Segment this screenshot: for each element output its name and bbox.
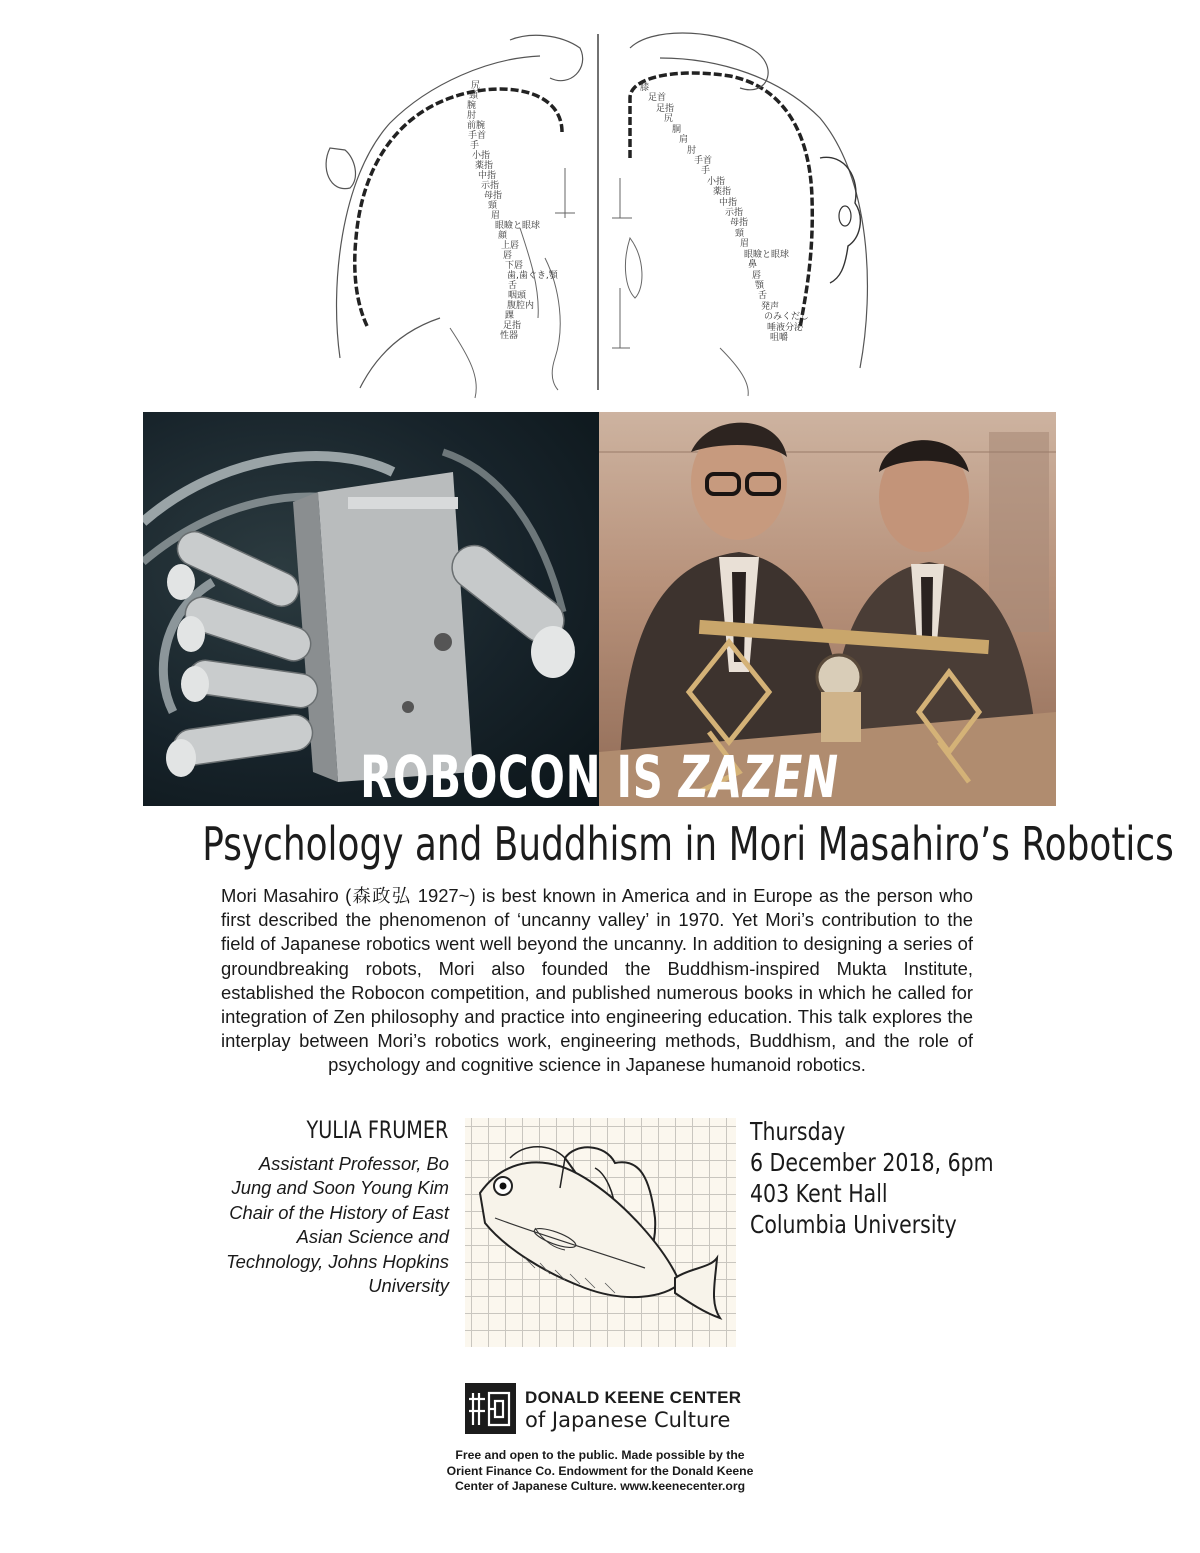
homunculus-illustration — [300, 28, 900, 400]
illustration-label: 上唇 — [501, 241, 520, 251]
illustration-label: 咽頭 — [508, 291, 527, 301]
illustration-label: 踝 — [505, 311, 515, 321]
illustration-label: 下唇 — [505, 261, 524, 271]
illustration-label: 手首 — [468, 131, 487, 141]
illustration-label: 腕 — [467, 101, 477, 111]
illustration-label: 足指 — [656, 104, 675, 114]
illustration-label: 中指 — [478, 171, 497, 181]
illustration-label: 舌 — [758, 291, 768, 301]
event-room: 403 Kent Hall — [750, 1179, 888, 1208]
illustration-label: 眼瞼と眼球 — [495, 221, 541, 231]
illustration-label: 肘 — [687, 146, 697, 156]
event-description: Mori Masahiro (森政弘 1927~) is best known in America and in Europe as the person who first described the phenomenon of ‘uncanny valley’ in 1970. Yet Mori’s contribution to the field of Japanese robotics went well beyond the uncanny. In addition to designing a series of groundbreaking robots, Mori also founded the Buddhism-inspired Mukta Institute, established the Robocon competition, and published numerous books in which he called for integration of Zen philosophy and practice into engineering education. This talk explores the interplay between Mori’s robotics work, engineering methods, Buddhism, and the role of psychology and cognitive science in Japanese humanoid robotics. — [221, 885, 973, 1076]
illustration-label: 薬指 — [713, 187, 732, 197]
event-date-time: 6 December 2018, 6pm — [750, 1148, 994, 1177]
illustration-label: 手首 — [694, 156, 713, 166]
event-title: ROBOCON IS ZAZEN — [360, 743, 839, 811]
illustration-label: 眉 — [491, 211, 501, 221]
illustration-label: 歯,歯ぐき,顎 — [507, 271, 558, 281]
illustration-label: 中指 — [719, 198, 738, 208]
robot-fish-sketch — [465, 1118, 736, 1347]
illustration-label: 腹腔内 — [507, 301, 535, 311]
illustration-label: 唾液分泌 — [767, 323, 804, 333]
illustration-label: 小指 — [472, 151, 491, 161]
speaker-affiliation: Assistant Professor, Bo Jung and Soon Young Kim Chair of the History of East Asian Science and Technology, Johns Hopkins University — [226, 1153, 449, 1297]
illustration-label: 示指 — [725, 208, 744, 218]
illustration-label: 唇 — [503, 251, 513, 261]
illustration-label: 発声 — [761, 302, 780, 312]
keene-center-name: DONALD KEENE CENTER — [525, 1388, 742, 1407]
footer-note: Free and open to the public. Made possible by the Orient Finance Co. Endowment for the Donald Keene Center of Japanese Culture. www.keenecenter.org — [446, 1448, 754, 1494]
illustration-label: 足指 — [503, 321, 522, 331]
illustration-label: 尻 — [471, 81, 481, 91]
illustration-label: 手 — [470, 141, 480, 151]
illustration-label: 尻 — [664, 114, 674, 124]
right-hemisphere-labels — [640, 81, 809, 343]
keene-center-logo-mark — [465, 1383, 516, 1434]
illustration-label: 肘 — [467, 111, 477, 121]
illustration-label: 眼瞼と眼球 — [744, 250, 790, 260]
event-day: Thursday — [750, 1117, 846, 1146]
event-subtitle: Psychology and Buddhism in Mori Masahiro’s Robotics — [202, 817, 1174, 871]
illustration-label: 眉 — [740, 239, 750, 249]
illustration-label: 前腕 — [467, 121, 486, 131]
illustration-label: のみくだし — [764, 312, 810, 322]
illustration-label: 膝 — [640, 83, 650, 93]
illustration-label: 頸 — [488, 201, 498, 211]
illustration-label: 胴 — [672, 125, 682, 135]
illustration-label: 頸 — [469, 91, 479, 101]
illustration-label: 肩 — [679, 135, 689, 145]
illustration-label: 顔 — [498, 231, 508, 241]
event-details — [750, 1116, 994, 1240]
illustration-label: 足首 — [648, 93, 667, 103]
illustration-label: 鼻 — [748, 260, 758, 270]
illustration-label: 小指 — [707, 177, 726, 187]
left-hemisphere-labels — [467, 80, 559, 341]
illustration-label: 薬指 — [475, 161, 494, 171]
illustration-label: 母指 — [730, 218, 749, 228]
illustration-label: 手 — [701, 166, 711, 176]
illustration-label: 性器 — [500, 331, 519, 341]
illustration-label: 母指 — [484, 191, 503, 201]
illustration-label: 頸 — [735, 229, 745, 239]
title-italic: ZAZEN — [678, 743, 839, 811]
event-venue: Columbia University — [750, 1210, 957, 1239]
illustration-label: 唇 — [752, 271, 762, 281]
illustration-label: 示指 — [481, 181, 500, 191]
illustration-label: 顎 — [755, 281, 765, 291]
keene-center-subtitle: of Japanese Culture — [525, 1408, 731, 1432]
illustration-label: 舌 — [508, 281, 518, 291]
speaker-name: YULIA FRUMER — [306, 1116, 448, 1144]
illustration-label: 咀嚼 — [770, 333, 789, 343]
